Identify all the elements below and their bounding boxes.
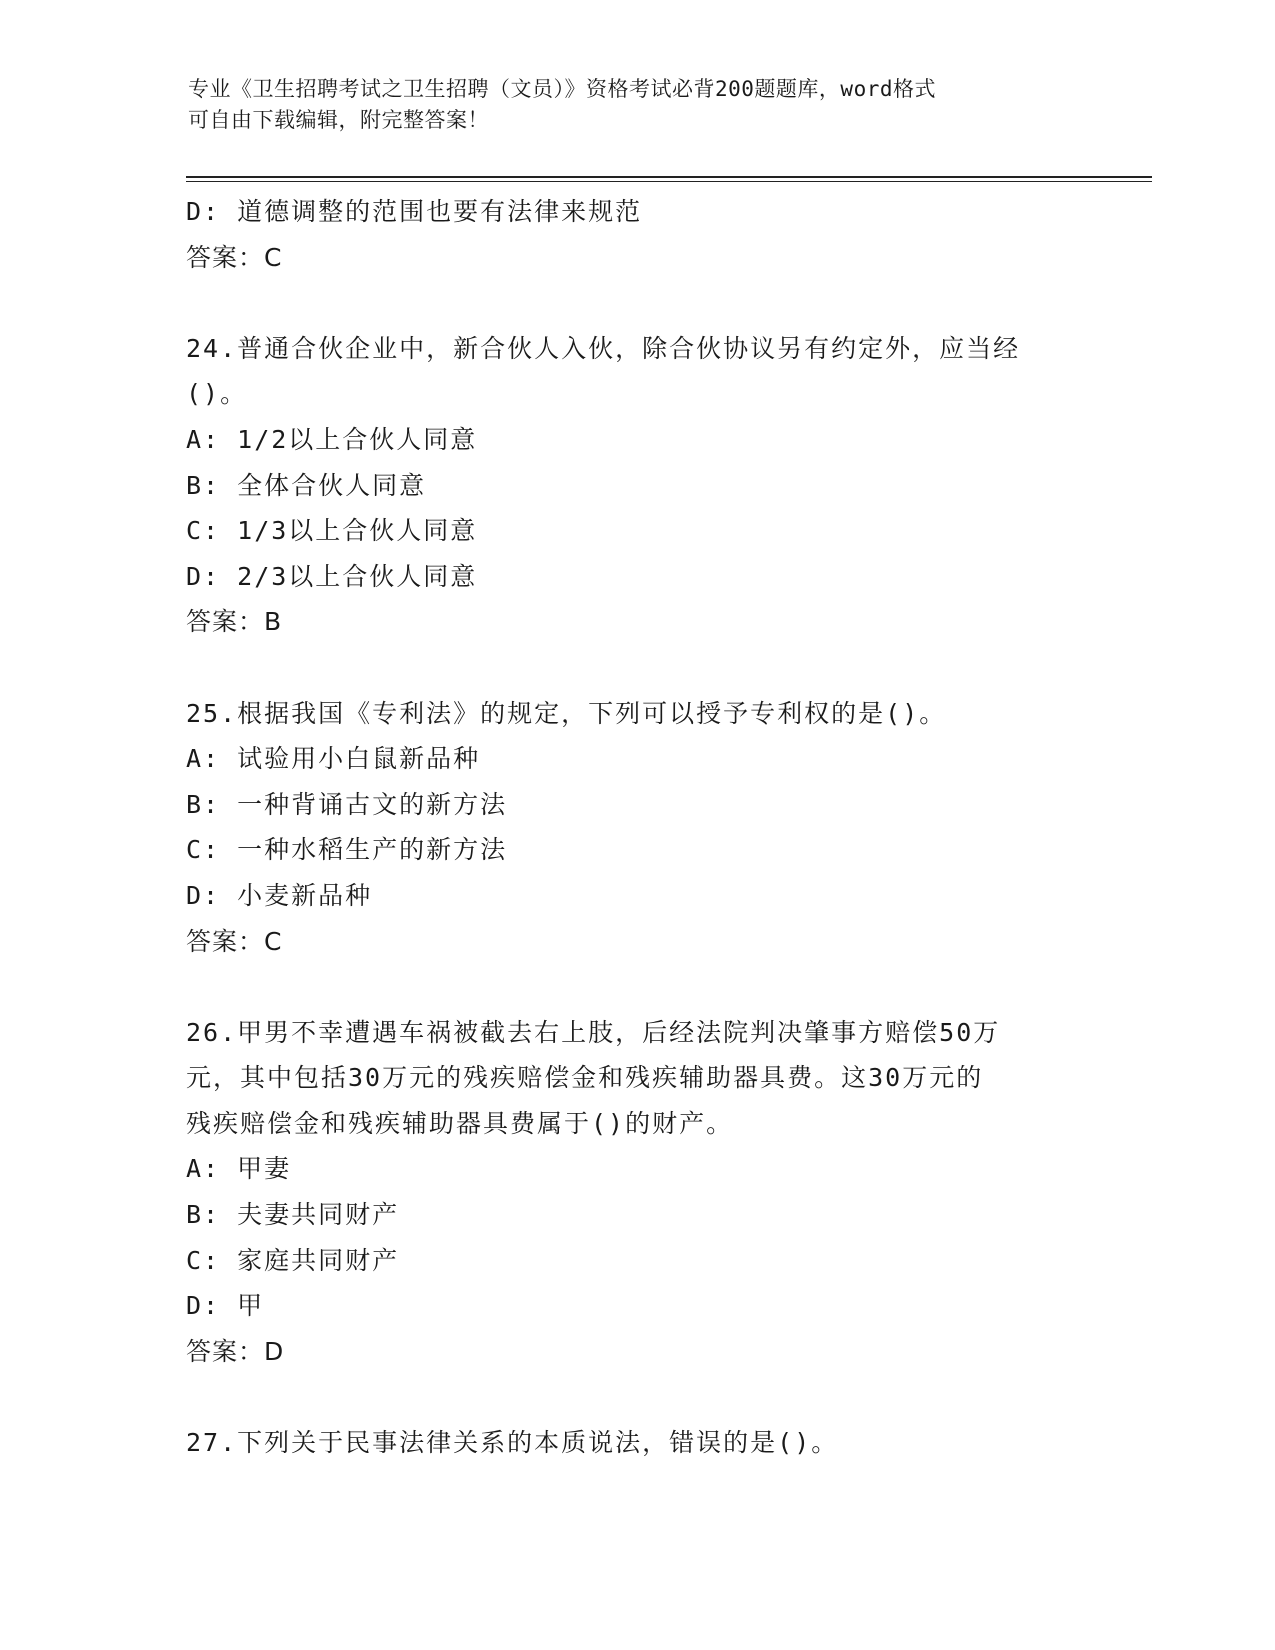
question-line: 24.普通合伙企业中，新合伙人入伙，除合伙协议另有约定外，应当经: [186, 333, 1021, 363]
option-line: B: 一种背诵古文的新方法: [186, 789, 508, 819]
answer-line: 答案：B: [186, 607, 283, 637]
option-line: B: 夫妻共同财产: [186, 1200, 400, 1230]
blank-line: [186, 964, 1086, 1010]
option-line: D: 甲: [186, 1291, 265, 1321]
question-line: 元，其中包括30万元的残疾赔偿金和残疾辅助器具费。这30万元的: [186, 1063, 984, 1093]
blank-line: [186, 1374, 1086, 1420]
blank-line: [186, 645, 1086, 691]
question-line: 26.甲男不幸遭遇车祸被截去右上肢，后经法院判决肇事方赔偿50万: [186, 1017, 1001, 1047]
option-line: A: 试验用小白鼠新品种: [186, 744, 481, 774]
header-line-2: 可自由下载编辑，附完整答案！: [188, 108, 489, 132]
question-line: 27.下列关于民事法律关系的本质说法，错误的是()。: [186, 1428, 839, 1458]
option-line: C: 1/3以上合伙人同意: [186, 516, 478, 546]
answer-line: 答案：C: [186, 926, 283, 956]
option-line: D: 2/3以上合伙人同意: [186, 561, 478, 591]
header-line-1: 专业《卫生招聘考试之卫生招聘（文员）》资格考试必背200题题库，word格式: [188, 77, 936, 101]
header-rule-thick: [186, 176, 1152, 178]
option-line: A: 甲妻: [186, 1154, 292, 1184]
option-line: D: 小麦新品种: [186, 880, 373, 910]
document-header: [188, 74, 1068, 136]
answer-line: 答案：C: [186, 242, 283, 272]
option-line: C: 一种水稻生产的新方法: [186, 835, 508, 865]
blank-line: [186, 280, 1086, 326]
option-line: C: 家庭共同财产: [186, 1245, 400, 1275]
option-line: D: 道德调整的范围也要有法律来规范: [186, 197, 643, 226]
question-line: 25.根据我国《专利法》的规定，下列可以授予专利权的是()。: [186, 698, 947, 728]
option-line: B: 全体合伙人同意: [186, 470, 427, 500]
question-line: ()。: [186, 379, 248, 409]
header-rule-thin: [186, 181, 1152, 182]
option-line: A: 1/2以上合伙人同意: [186, 424, 478, 454]
question-line: 残疾赔偿金和残疾辅助器具费属于()的财产。: [186, 1108, 734, 1138]
question-list: [186, 189, 1086, 1466]
answer-line: 答案：D: [186, 1336, 285, 1366]
